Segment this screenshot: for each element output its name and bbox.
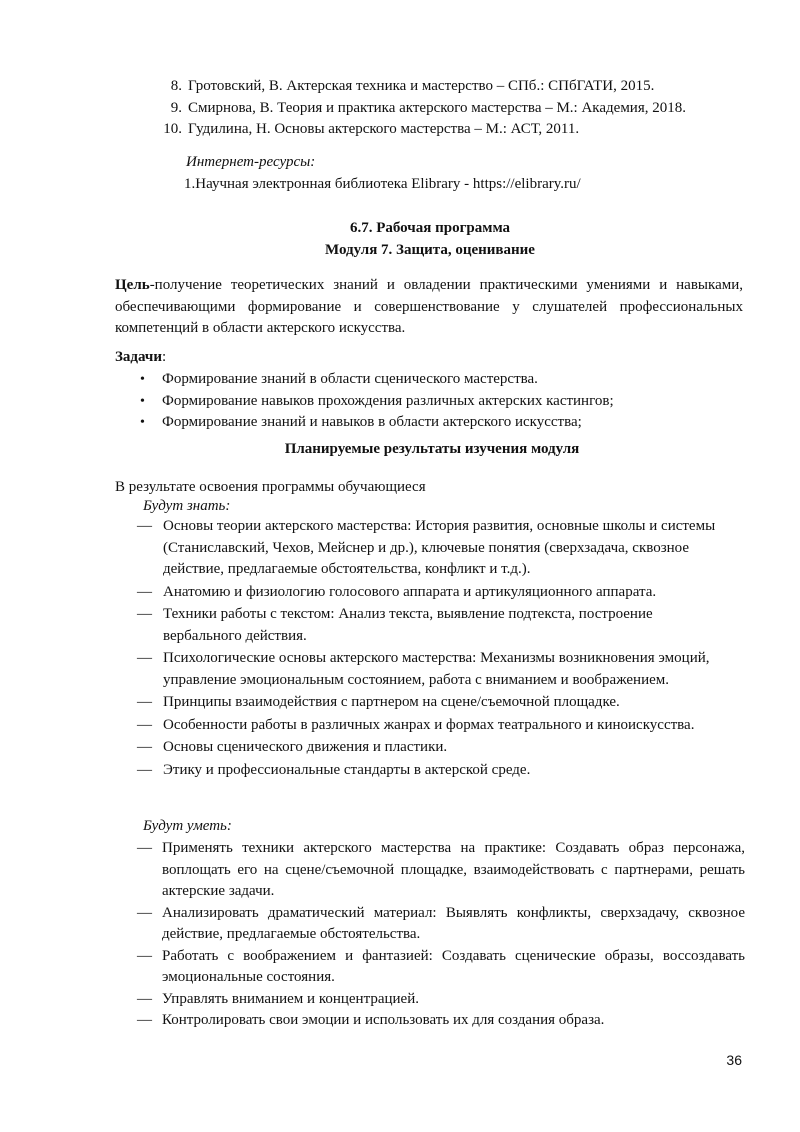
dash-icon: — <box>137 761 152 778</box>
know-text: Основы теории актерского мастерства: История развития, основные школы и системы (Станиславский, Чехов, Мейснер и др.), ключевые понятия (сверхзадача, сквозное действие, предлагаемые обстоятельства, конфликт и т.д.). <box>163 518 716 577</box>
dash-icon: — <box>137 840 152 856</box>
page-number: 36 <box>726 1052 742 1068</box>
dash-icon: — <box>137 990 152 1007</box>
know-list <box>137 516 727 782</box>
dash-icon: — <box>137 904 152 921</box>
bullet-icon: • <box>140 372 145 387</box>
know-text: Психологические основы актерского мастерства: Механизмы возникновения эмоций, управление эмоциональным состоянием, работа с вниманием и воображением. <box>163 650 710 688</box>
skill-text: Анализировать драматический материал: Выявлять конфликты, сверхзадачу, сквозное действие, предлагаемые обстоятельства. <box>162 904 745 942</box>
skill-text: Контролировать свои эмоции и использовать их для создания образа. <box>162 1012 605 1028</box>
skill-text: Работать с воображением и фантазией: Создавать сценические образы, воссоздавать эмоциональные состояния. <box>162 947 745 985</box>
section-title-line2: Модуля 7. Защита, оценивание <box>325 241 535 258</box>
reference-item <box>158 119 758 141</box>
know-item <box>137 715 727 737</box>
skill-text: Управлять вниманием и концентрацией. <box>162 990 419 1007</box>
results-title: Планируемые результаты изучения модуля <box>284 441 580 457</box>
tasks-list <box>140 369 740 434</box>
dash-icon: — <box>137 583 152 600</box>
section-title <box>115 218 745 261</box>
know-text: Принципы взаимодействия с партнером на сцене/съемочной площадке. <box>163 694 620 710</box>
know-item <box>137 604 727 647</box>
reference-number: 8. <box>170 78 182 94</box>
reference-number: 10. <box>163 121 182 137</box>
dash-icon: — <box>137 518 152 534</box>
reference-text: Смирнова, В. Теория и практика актерского мастерства – М.: Академия, 2018. <box>188 99 686 116</box>
know-item <box>137 737 727 759</box>
bullet-icon: • <box>140 393 145 409</box>
reference-text: Гротовский, В. Актерская техника и мастерство – СПб.: СПбГАТИ, 2015. <box>188 78 655 94</box>
task-text: Формирование знаний и навыков в области актерского искусства; <box>162 414 582 430</box>
goal-text: -получение теоретических знаний и овладении практическими умениями и навыками, обеспечивающими формирование и совершенствование у слушателей профессиональных компетенций в области актерского искусства. <box>115 277 743 336</box>
know-item <box>137 648 727 691</box>
skills-list <box>137 838 745 1032</box>
know-item <box>137 760 727 782</box>
task-text: Формирование знаний в области сценического мастерства. <box>162 371 538 387</box>
tasks-colon: : <box>162 349 167 365</box>
reference-list <box>158 76 758 141</box>
dash-icon: — <box>137 947 152 964</box>
skill-item <box>137 1010 745 1032</box>
skill-item <box>137 946 745 989</box>
dash-icon: — <box>137 739 152 755</box>
dash-icon: — <box>137 694 152 710</box>
know-text: Особенности работы в различных жанрах и формах театрального и киноискусства. <box>163 716 695 733</box>
skill-item <box>137 838 745 903</box>
tasks-heading <box>115 347 743 369</box>
know-text: Основы сценического движения и пластики. <box>163 739 448 755</box>
dash-icon: — <box>137 650 152 666</box>
reference-item <box>158 76 758 98</box>
task-item <box>140 412 740 434</box>
know-heading: Будут знать: <box>143 498 231 514</box>
skill-text: Применять техники актерского мастерства на практике: Создавать образ персонажа, воплощать его на сцене/съемочной площадке, взаимодействовать с партнерами, решать актерские задачи. <box>162 840 745 899</box>
task-item <box>140 369 740 391</box>
internet-resource-item: 1.Научная электронная библиотека Elibrary - https://elibrary.ru/ <box>184 175 581 192</box>
know-item <box>137 516 727 581</box>
task-item <box>140 391 740 413</box>
section-title-line1: 6.7. Рабочая программа <box>349 220 511 236</box>
skill-item <box>137 989 745 1011</box>
skills-heading: Будут уметь: <box>143 818 232 834</box>
tasks-label: Задачи <box>115 349 163 365</box>
task-text: Формирование навыков прохождения различных актерских кастингов; <box>162 392 614 409</box>
bullet-icon: • <box>140 415 145 430</box>
reference-number: 9. <box>170 99 182 116</box>
results-intro: В результате освоения программы обучающиеся <box>115 479 426 495</box>
know-item <box>137 692 727 714</box>
know-text: Этику и профессиональные стандарты в актерской среде. <box>163 761 531 778</box>
dash-icon: — <box>137 606 152 622</box>
reference-item <box>158 98 758 120</box>
goal-paragraph <box>115 275 743 340</box>
internet-resources-heading: Интернет-ресурсы: <box>186 154 316 170</box>
goal-label: Цель <box>115 277 150 293</box>
dash-icon: — <box>137 716 152 733</box>
know-item <box>137 582 727 604</box>
dash-icon: — <box>137 1012 152 1028</box>
know-text: Техники работы с текстом: Анализ текста, выявление подтекста, построение вербального действия. <box>163 606 653 644</box>
reference-text: Гудилина, Н. Основы актерского мастерства – М.: АСТ, 2011. <box>188 121 580 137</box>
internet-resources <box>186 152 581 195</box>
know-text: Анатомию и физиологию голосового аппарата и артикуляционного аппарата. <box>163 583 657 600</box>
skill-item <box>137 903 745 946</box>
